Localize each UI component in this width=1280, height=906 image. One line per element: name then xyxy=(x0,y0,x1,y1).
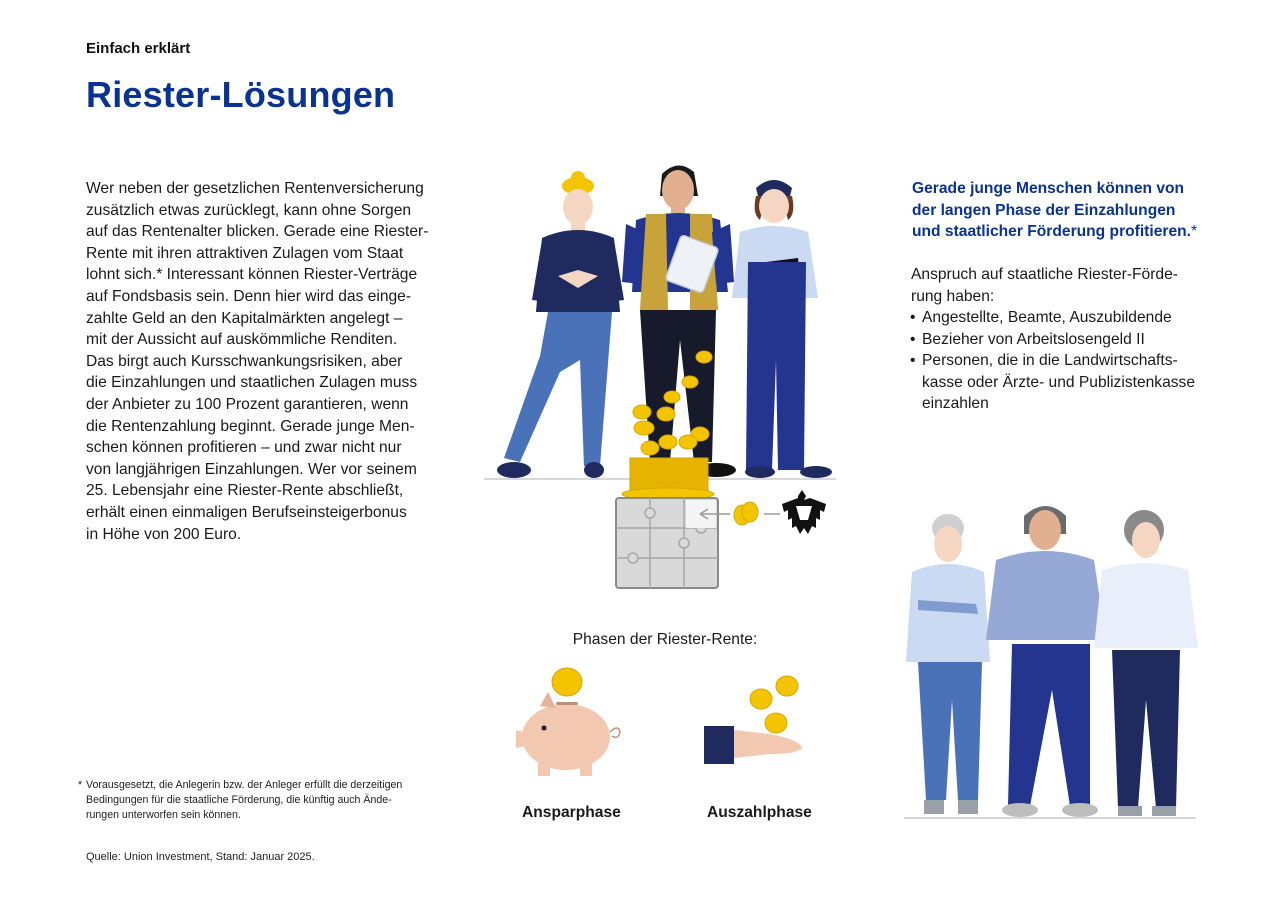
highlight-line-text: und staatlicher Förderung profitieren. xyxy=(912,223,1191,241)
intro-line: 25. Lebensjahr eine Riester-Rente abschließt, xyxy=(86,482,404,500)
payout-phase-label: Auszahlphase xyxy=(707,804,812,821)
intro-line: zusätzlich etwas zurücklegt, kann ohne Sorgen xyxy=(86,201,412,219)
footnote-line: Vorausgesetzt, die Anlegerin bzw. der Anleger erfüllt die derzeitigen xyxy=(86,779,403,791)
entitlement-intro xyxy=(911,264,1231,307)
intro-line: der Anbieter zu 100 Prozent garantieren, wenn xyxy=(86,395,409,413)
intro-line: auf das Rentenalter blicken. Gerade eine Riester- xyxy=(86,223,429,241)
list-item xyxy=(910,329,1230,351)
senior-woman-figure xyxy=(906,514,990,814)
federal-eagle-icon xyxy=(782,490,826,534)
intro-line: schen können profitieren – und zwar nicht nur xyxy=(86,439,402,457)
entitlement-intro-line: Anspruch auf staatliche Riester-Förde- xyxy=(911,266,1178,283)
intro-line: von langjährigen Einzahlungen. Wer vor seinem xyxy=(86,460,417,478)
young-woman-figure xyxy=(497,171,624,478)
source-note: Quelle: Union Investment, Stand: Januar 2025. xyxy=(86,851,315,863)
highlight-line: der langen Phase der Einzahlungen xyxy=(912,201,1176,219)
intro-line: die Rentenzahlung beginnt. Gerade junge Men- xyxy=(86,417,415,435)
list-item-line: • Personen, die in die Landwirtschafts- xyxy=(922,352,1178,370)
intro-line: Das birgt auch Kursschwankungsrisiken, aber xyxy=(86,352,403,370)
coins-icon xyxy=(734,502,758,525)
intro-line: zahlte Geld an den Kapitalmärkten angelegt – xyxy=(86,309,403,327)
footnote-line: Bedingungen für die staatliche Förderung, die künftig auch Ände- xyxy=(86,794,392,806)
entitlement-intro-line: rung haben: xyxy=(911,287,995,305)
footnote-asterisk: * xyxy=(78,779,83,791)
highlight-statement xyxy=(912,178,1232,243)
list-item xyxy=(910,350,1230,415)
intro-line: mit der Aussicht auf auskömmliche Renditen. xyxy=(86,331,398,349)
list-item-line: kasse oder Ärzte- und Publizistenkasse xyxy=(922,373,1196,391)
entitlement-list xyxy=(910,307,1230,415)
senior-man-figure xyxy=(986,506,1106,817)
footnote-line: rungen unterworfen sein können. xyxy=(86,809,241,821)
woman-in-overalls-figure xyxy=(732,180,832,478)
intro-line: die Einzahlungen und staatlichen Zulagen muss xyxy=(86,374,418,392)
intro-line: erhält einen einmaligen Berufseinsteigerbonus xyxy=(86,503,407,521)
intro-line: auf Fondsbasis sein. Denn hier wird das einge- xyxy=(86,287,412,305)
phases-title: Phasen der Riester-Rente: xyxy=(572,631,758,648)
list-item xyxy=(910,307,1230,329)
hand-coins-icon xyxy=(704,676,802,764)
highlight-asterisk: * xyxy=(1190,223,1198,241)
page-title: Riester-Lösungen xyxy=(86,74,396,115)
intro-line: in Höhe von 200 Euro. xyxy=(86,525,242,543)
intro-line: Wer neben der gesetzlichen Rentenversicherung xyxy=(86,180,424,197)
list-item-line: einzahlen xyxy=(922,395,989,413)
highlight-line-last xyxy=(912,221,1232,243)
list-item-line: • Bezieher von Arbeitslosengeld II xyxy=(922,330,1145,348)
savings-phase-label: Ansparphase xyxy=(522,804,621,821)
kicker: Einfach erklärt xyxy=(86,40,191,57)
senior-woman-2-figure xyxy=(1094,510,1198,816)
highlight-line: Gerade junge Menschen können von xyxy=(912,180,1185,197)
piggy-bank-icon xyxy=(516,668,620,776)
intro-line: lohnt sich.* Interessant können Riester-Verträge xyxy=(86,266,418,284)
intro-line: Rente mit ihren attraktiven Zulagen vom Staat xyxy=(86,244,404,262)
list-item-line: • Angestellte, Beamte, Auszubildende xyxy=(922,309,1172,326)
